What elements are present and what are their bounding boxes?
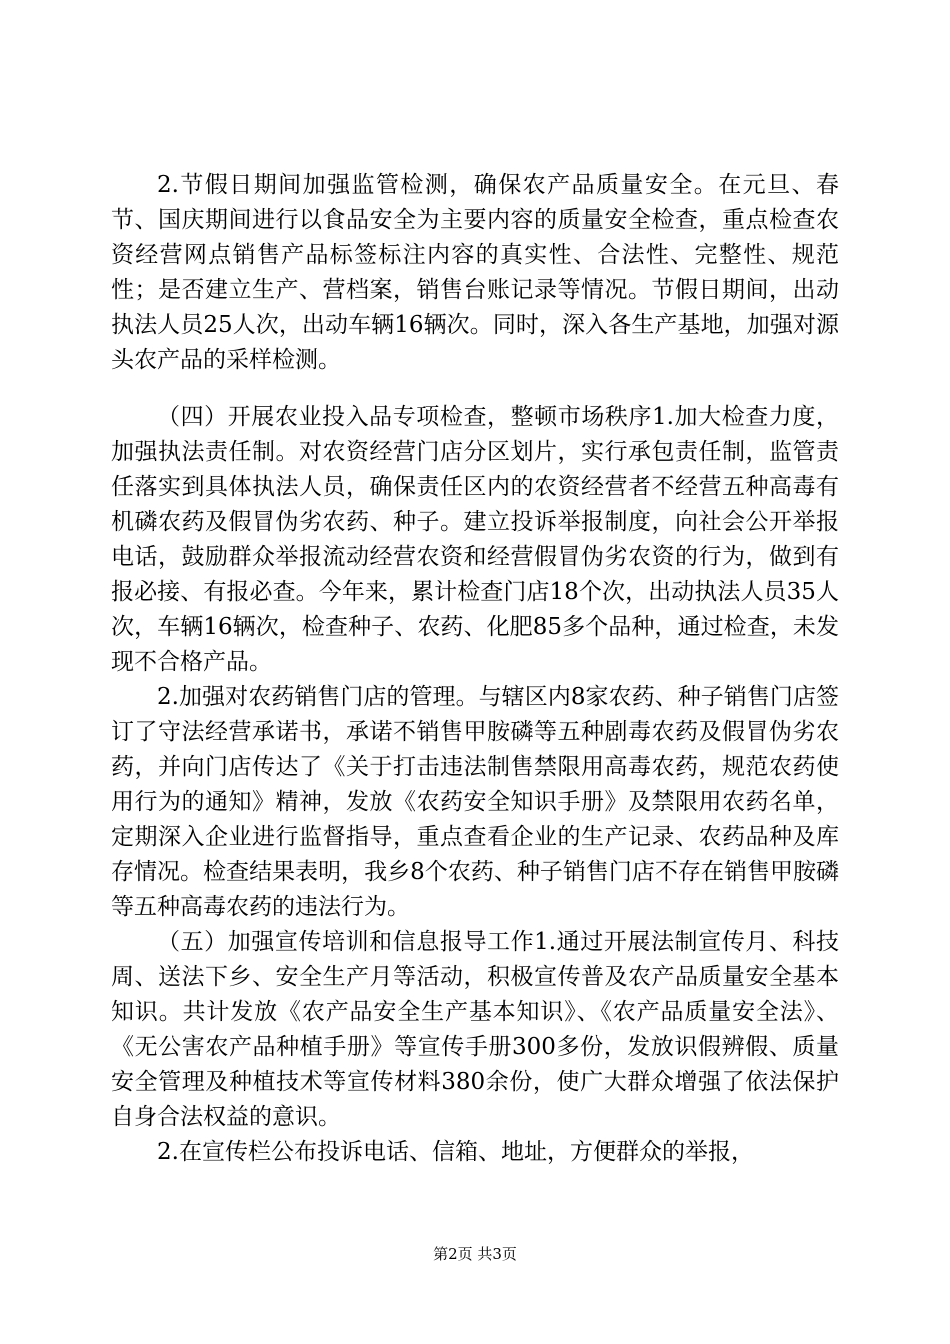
paragraph-bulletin-board: 2.在宣传栏公布投诉电话、信箱、地址，方便群众的举报， [157,1139,754,1165]
paragraph-spacer [0,378,950,400]
paragraph-holiday-supervision: 2.节假日期间加强监管检测，确保农产品质量安全。在元旦、春节、国庆期间进行以食品安全为主要内容的质量安全检查，重点检查农资经营网点销售产品标签标注内容的真实性、合法性、完整性、规范性；是否建立生产、营档案，销售台账记录等情况。节假日期间，出动执法人员25人次，出动车辆16辆次。同时，深入各生产基地，加强对源头农产品的采样检测。 [111,172,839,373]
paragraph-publicity-training: （五）加强宣传培训和信息报导工作1.通过开展法制宣传月、科技周、送法下乡、安全生产月等活动，积极宣传普及农产品质量安全基本知识。共计发放《农产品安全生产基本知识》、《农产品质量安全法》、《无公害农产品种植手册》等宣传手册300多份，发放识假辨假、质量安全管理及种植技术等宣传材料380余份，使广大群众增强了依法保护自身合法权益的意识。 [111,929,839,1130]
paragraph-pesticide-store-management: 2.加强对农药销售门店的管理。与辖区内8家农药、种子销售门店签订了守法经营承诺书，承诺不销售甲胺磷等五种剧毒农药及假冒伪劣农药，并向门店传达了《关于打击违法制售禁限用高毒农药，规范农药使用行为的通知》精神，发放《农药安全知识手册》及禁限用农药名单，定期深入企业进行监督指导，重点查看企业的生产记录、农药品种及库存情况。检查结果表明，我乡8个农药、种子销售门店不存在销售甲胺磷等五种高毒农药的违法行为。 [111,684,839,920]
paragraph-input-inspection: （四）开展农业投入品专项检查，整顿市场秩序1.加大检查力度，加强执法责任制。对农资经营门店分区划片，实行承包责任制，监管责任落实到具体执法人员，确保责任区内的农资经营者不经营五种高毒有机磷农药及假冒伪劣农药、种子。建立投诉举报制度，向社会公开举报电话，鼓励群众举报流动经营农资和经营假冒伪劣农资的行为，做到有报必接、有报必查。今年来，累计检查门店18个次，出动执法人员35人次，车辆16辆次，检查种子、农药、化肥85多个品种，通过检查，未发现不合格产品。 [111,404,839,675]
page-number-footer: 第2页 共3页 [433,1245,517,1263]
